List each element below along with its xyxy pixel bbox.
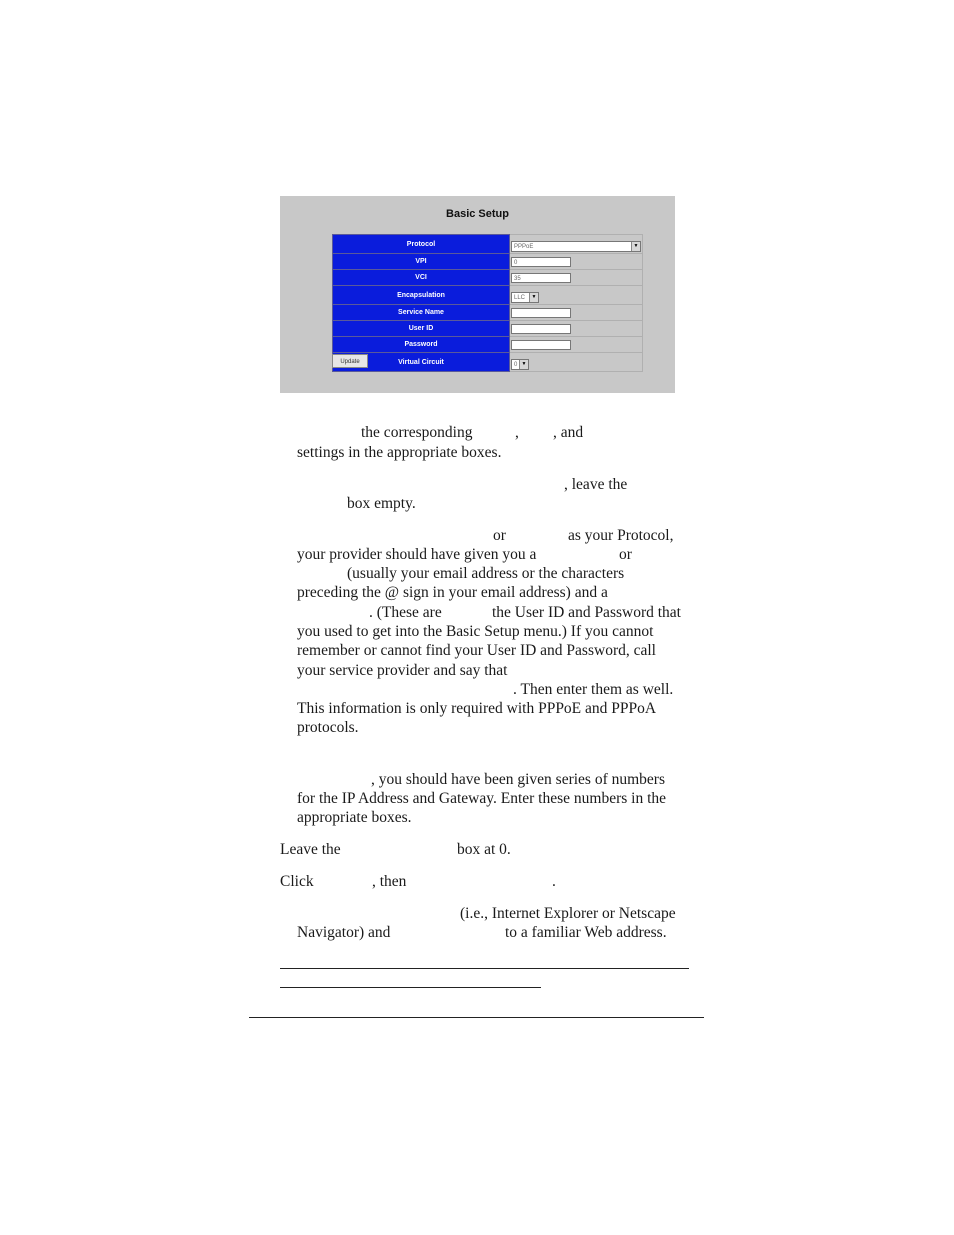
body-text: , leave the <box>564 476 628 493</box>
protocol-value: PPPoE <box>514 244 534 250</box>
page-footer-divider <box>249 1017 704 1018</box>
vpi-label: VPI <box>333 254 510 270</box>
user-id-label: User ID <box>333 321 510 337</box>
virtual-circuit-value: 0 <box>514 362 518 368</box>
encapsulation-value: LLC <box>514 295 526 301</box>
protocol-label: Protocol <box>333 235 510 254</box>
body-text: the User ID and Password that <box>492 604 681 621</box>
dropdown-arrow-icon: ▼ <box>631 242 640 251</box>
body-text: appropriate boxes. <box>297 809 412 826</box>
virtual-circuit-select[interactable] <box>511 359 529 370</box>
protocol-row <box>333 235 643 254</box>
panel-title: Basic Setup <box>446 208 509 220</box>
body-text: your service provider and say that <box>297 662 508 679</box>
body-text: or <box>619 546 632 563</box>
service-name-label: Service Name <box>333 305 510 321</box>
body-text: the corresponding <box>361 424 473 441</box>
note-underline <box>280 968 689 969</box>
body-text: , <box>515 424 519 441</box>
body-text: preceding the @ sign in your email address) and a <box>297 584 608 601</box>
body-text: to a familiar Web address. <box>505 924 667 941</box>
virtual-circuit-row <box>333 353 643 372</box>
body-text: , and <box>553 424 584 441</box>
virtual-circuit-label: Virtual Circuit <box>333 353 510 372</box>
body-text: for the IP Address and Gateway. Enter these numbers in the <box>297 790 667 807</box>
basic-setup-screenshot <box>280 196 675 393</box>
service-name-row <box>333 305 643 321</box>
body-text: . Then enter them as well. <box>513 681 674 698</box>
body-text: This information is only required with PPPoE and PPPoA <box>297 700 657 717</box>
dropdown-arrow-icon: ▼ <box>519 360 528 369</box>
body-text: Leave the <box>280 841 341 858</box>
encapsulation-select[interactable] <box>511 292 539 303</box>
dropdown-arrow-icon: ▼ <box>529 293 538 302</box>
service-name-input[interactable] <box>511 308 571 318</box>
body-text: remember or cannot find your User ID and Password, call <box>297 642 656 659</box>
body-text: (usually your email address or the characters <box>347 565 625 582</box>
body-text: settings in the appropriate boxes. <box>297 444 502 461</box>
body-text: (i.e., Internet Explorer or Netscape <box>460 905 676 922</box>
protocol-select[interactable] <box>511 241 641 252</box>
body-text: your provider should have given you a <box>297 546 537 563</box>
encapsulation-row <box>333 286 643 305</box>
vci-input[interactable]: 35 <box>511 273 571 283</box>
vpi-input[interactable]: 0 <box>511 257 571 267</box>
body-text: , you should have been given series of numbers <box>371 771 666 788</box>
body-text: box at 0. <box>457 841 511 858</box>
vci-label: VCI <box>333 270 510 286</box>
password-input[interactable] <box>511 340 571 350</box>
note-underline <box>280 987 541 988</box>
password-row <box>333 337 643 353</box>
body-text: . <box>552 873 556 890</box>
update-button[interactable]: Update <box>332 354 368 368</box>
password-label: Password <box>333 337 510 353</box>
body-text: Click <box>280 873 314 890</box>
body-text: you used to get into the Basic Setup menu.) If you cannot <box>297 623 654 640</box>
body-text: . (These are <box>369 604 442 621</box>
encapsulation-label: Encapsulation <box>333 286 510 305</box>
body-text: Navigator) and <box>297 924 391 941</box>
user-id-row <box>333 321 643 337</box>
user-id-input[interactable] <box>511 324 571 334</box>
vpi-row <box>333 254 643 270</box>
body-text: as your Protocol, <box>568 527 674 544</box>
body-text: or <box>493 527 506 544</box>
vci-row <box>333 270 643 286</box>
basic-setup-form <box>332 234 643 372</box>
body-text: box empty. <box>347 495 416 512</box>
body-text: protocols. <box>297 719 359 736</box>
body-text: , then <box>372 873 407 890</box>
